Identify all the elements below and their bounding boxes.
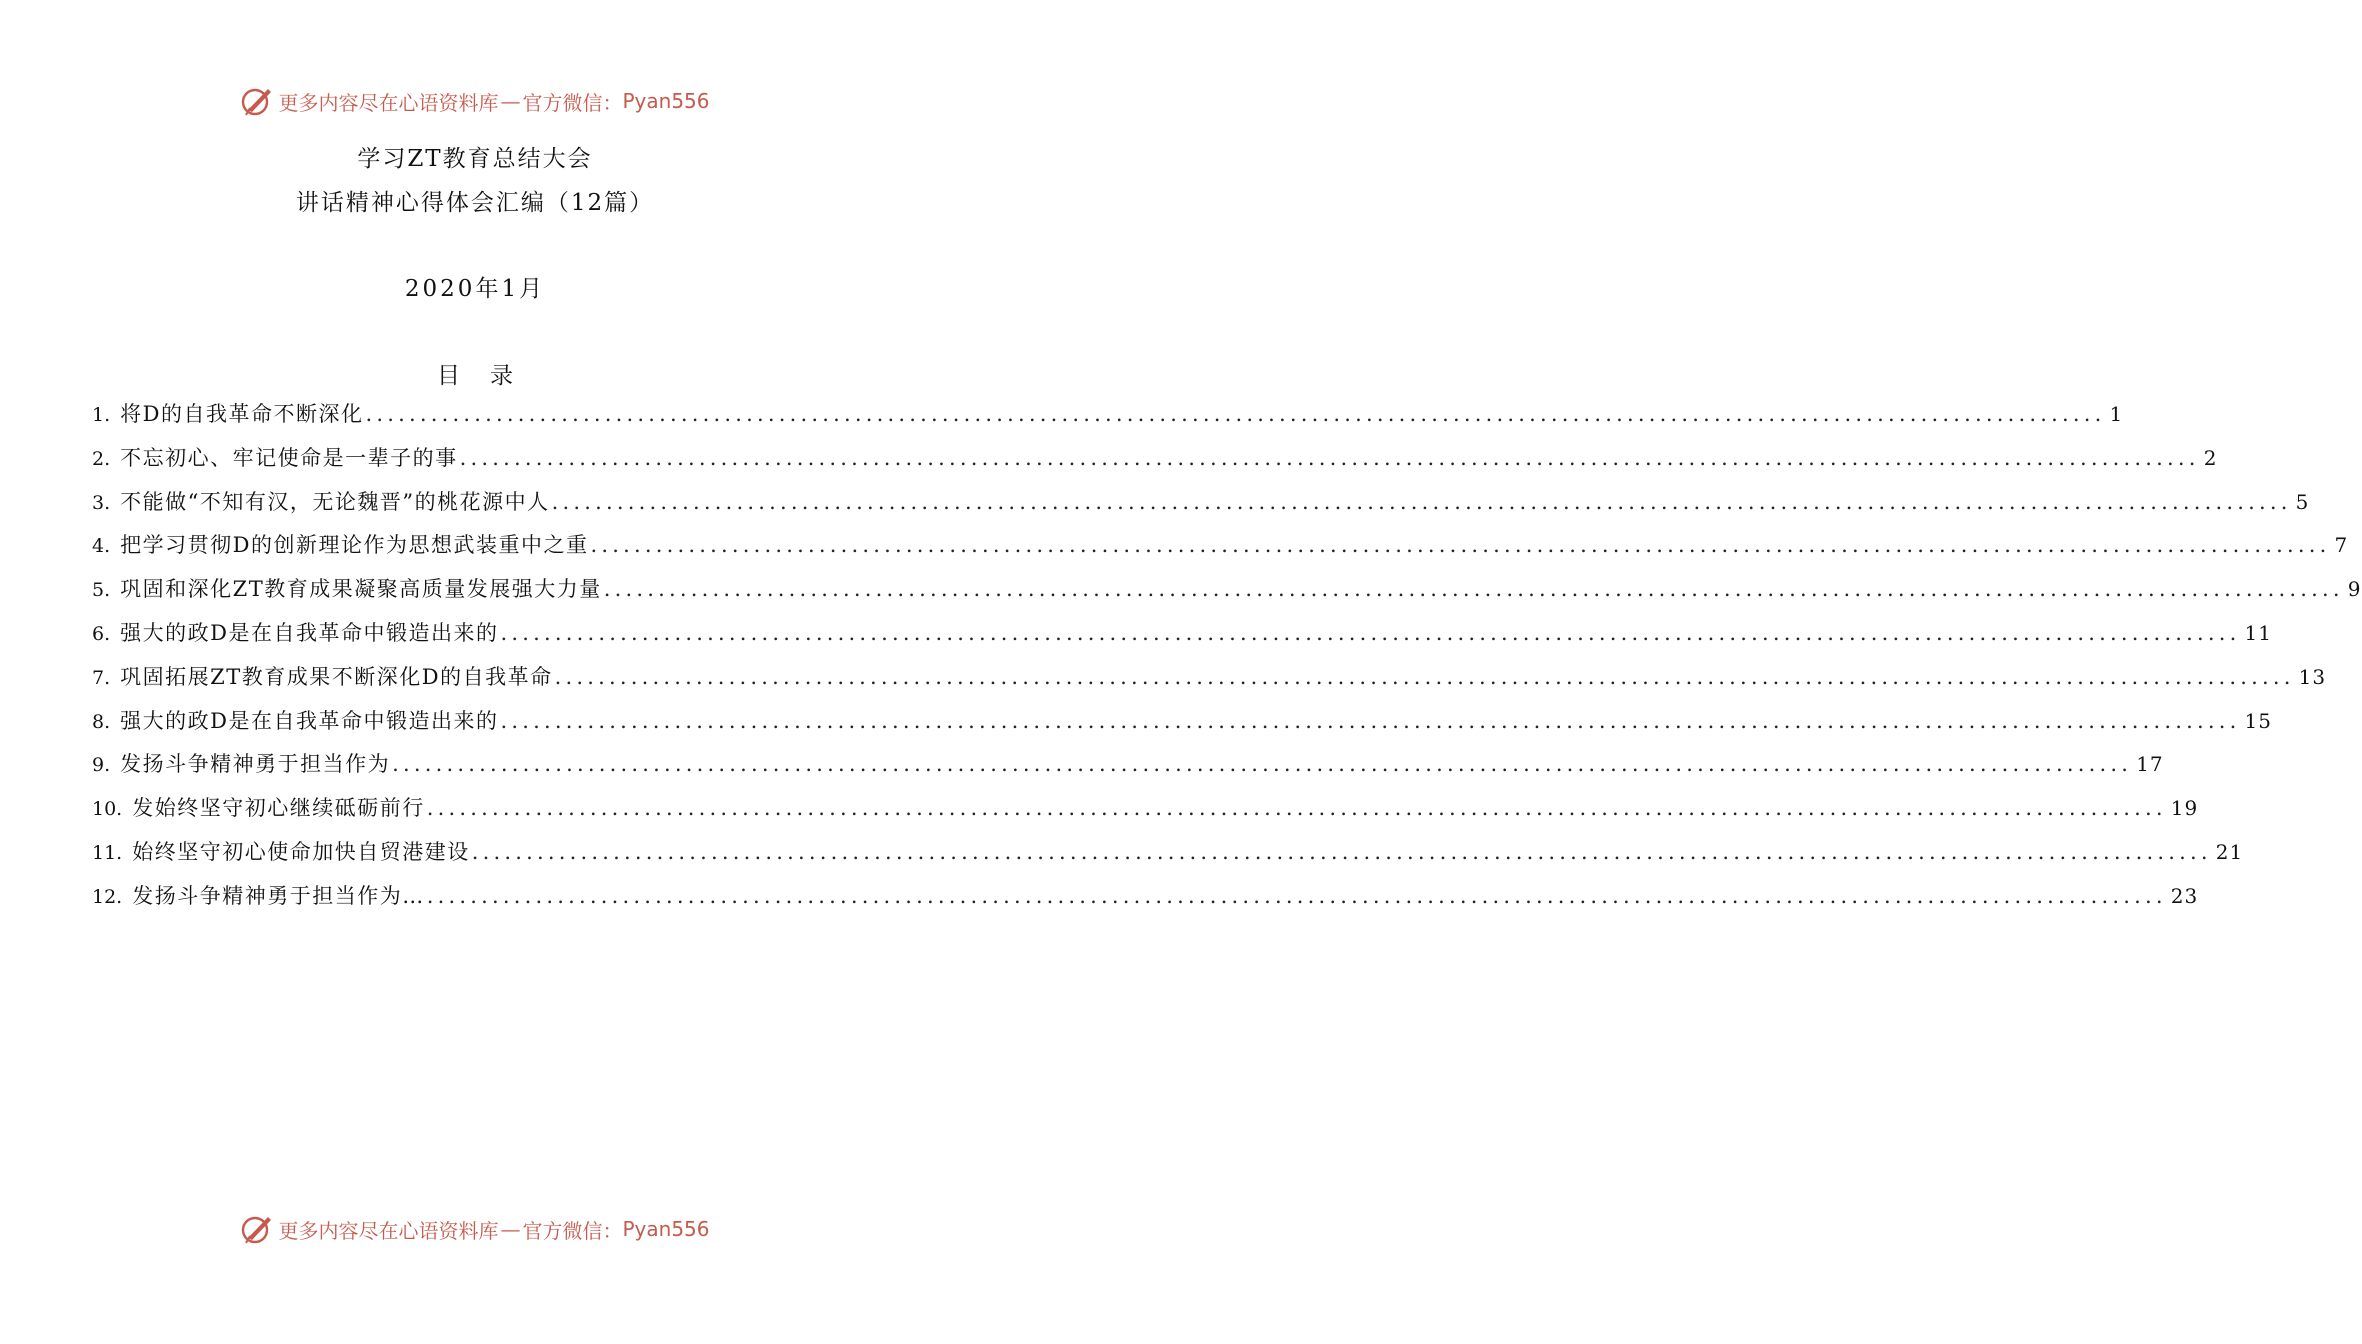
toc-entry-page: 11 — [2244, 620, 2272, 645]
toc-entry-page: 17 — [2136, 752, 2164, 777]
toc-entry-number: 10. — [92, 798, 123, 821]
toc-entry-title: 发始终坚守初心继续砥砺前行 — [132, 796, 425, 821]
toc-entry-number: 4. — [92, 535, 111, 558]
toc-entry-number: 8. — [92, 710, 111, 733]
toc-entry-title: 将D的自我革命不断深化 — [120, 402, 364, 426]
toc-leader-dots: ................................................................................................................................................................ — [500, 620, 2241, 645]
toc-entry-title: 不忘初心、牢记使命是一辈子的事 — [120, 445, 458, 470]
toc-leader-dots: ................................................................................................................................................................ — [392, 752, 2133, 777]
toc-entry[interactable] — [92, 748, 2164, 792]
toc-leader-dots: ................................................................................................................................................................ — [551, 489, 2292, 514]
table-of-contents — [92, 398, 2362, 924]
banner-wechat-label: 官方微信： — [522, 1218, 623, 1243]
toc-leader-dots: ................................................................................................................................................................ — [365, 402, 2106, 426]
toc-entry[interactable] — [92, 792, 2199, 836]
toc-leader-dots: ................................................................................................................................................................ — [426, 796, 2167, 821]
toc-entry-number: 3. — [92, 491, 111, 514]
banner-separator: — — [500, 89, 521, 113]
toc-entry[interactable] — [92, 880, 2199, 924]
quill-pen-icon — [240, 1212, 274, 1246]
toc-leader-dots: ................................................................................................................................................................ — [471, 839, 2212, 864]
toc-entry[interactable] — [92, 486, 2310, 530]
toc-entry-page: 5 — [2295, 489, 2310, 514]
banner-text: 更多内容尽在心语资料库 — [278, 1218, 499, 1243]
toc-leader-dots: ................................................................................................................................................................ — [459, 445, 2200, 470]
banner-wechat-id: Pyan556 — [622, 89, 710, 113]
toc-entry-number: 7. — [92, 666, 111, 689]
document-date: 2020年1月 — [404, 276, 546, 302]
banner-wechat-id: Pyan556 — [622, 1217, 710, 1241]
toc-entry-page: 13 — [2298, 664, 2327, 689]
toc-entry-page: 9 — [2347, 577, 2362, 602]
toc-entry-page: 1 — [2109, 402, 2124, 426]
toc-leader-dots: ................................................................................................................................................................ — [554, 664, 2295, 689]
toc-leader-dots: ................................................................................................................................................................ — [590, 533, 2331, 558]
toc-entry-title: 不能做“不知有汉，无论魏晋”的桃花源中人 — [120, 489, 550, 514]
toc-entry-number: 2. — [92, 447, 111, 470]
toc-entry-page: 7 — [2334, 533, 2349, 558]
toc-entry-page: 15 — [2244, 708, 2272, 733]
banner-separator: — — [500, 1217, 521, 1241]
toc-entry-title: 巩固和深化ZT教育成果凝聚高质量发展强大力量 — [120, 577, 602, 602]
quill-pen-icon — [240, 84, 274, 118]
toc-entry-title: 发扬斗争精神勇于担当作为 — [120, 752, 391, 777]
toc-entry-title: 强大的政D是在自我革命中锻造出来的 — [120, 620, 499, 645]
banner-wechat-label: 官方微信： — [522, 90, 623, 115]
toc-entry-page: 23 — [2170, 883, 2199, 908]
toc-entry-number: 9. — [92, 754, 111, 777]
toc-leader-dots: ................................................................................................................................................................ — [500, 708, 2241, 733]
toc-entry[interactable] — [92, 617, 2272, 661]
toc-heading: 目录 — [437, 363, 543, 389]
toc-entry-title: 把学习贯彻D的创新理论作为思想武装重中之重 — [120, 533, 589, 558]
toc-entry-title: 巩固拓展ZT教育成果不断深化D的自我革命 — [120, 664, 553, 689]
toc-entry-number: 12. — [92, 885, 123, 908]
toc-leader-dots: ................................................................................................................................................................ — [426, 883, 2167, 908]
document-title-line2: 讲话精神心得体会汇编（12篇） — [295, 190, 655, 216]
toc-entry-number: 1. — [92, 404, 111, 426]
toc-entry-number: 5. — [92, 579, 111, 602]
toc-entry-number: 6. — [92, 622, 111, 645]
toc-entry-page: 19 — [2170, 796, 2199, 821]
watermark-banner-bottom — [0, 1212, 950, 1246]
toc-entry-page: 21 — [2215, 839, 2244, 864]
toc-entry-page: 2 — [2203, 445, 2218, 470]
toc-leader-dots: ................................................................................................................................................................ — [603, 577, 2344, 602]
toc-entry[interactable] — [92, 836, 2244, 880]
watermark-banner-top — [0, 84, 950, 118]
toc-entry[interactable] — [92, 573, 2362, 617]
document-title-line1: 学习ZT教育总结大会 — [357, 146, 593, 172]
toc-entry-title: 强大的政D是在自我革命中锻造出来的 — [120, 708, 499, 733]
toc-entry[interactable] — [92, 705, 2272, 749]
toc-entry-title: 始终坚守初心使命加快自贸港建设 — [132, 839, 470, 864]
toc-entry[interactable] — [92, 661, 2327, 705]
banner-text: 更多内容尽在心语资料库 — [278, 90, 499, 115]
toc-entry[interactable] — [92, 398, 2124, 442]
toc-entry[interactable] — [92, 442, 2218, 486]
toc-entry-number: 11. — [92, 841, 123, 864]
toc-entry-title: 发扬斗争精神勇于担当作为… — [132, 883, 425, 908]
toc-entry[interactable] — [92, 529, 2349, 573]
